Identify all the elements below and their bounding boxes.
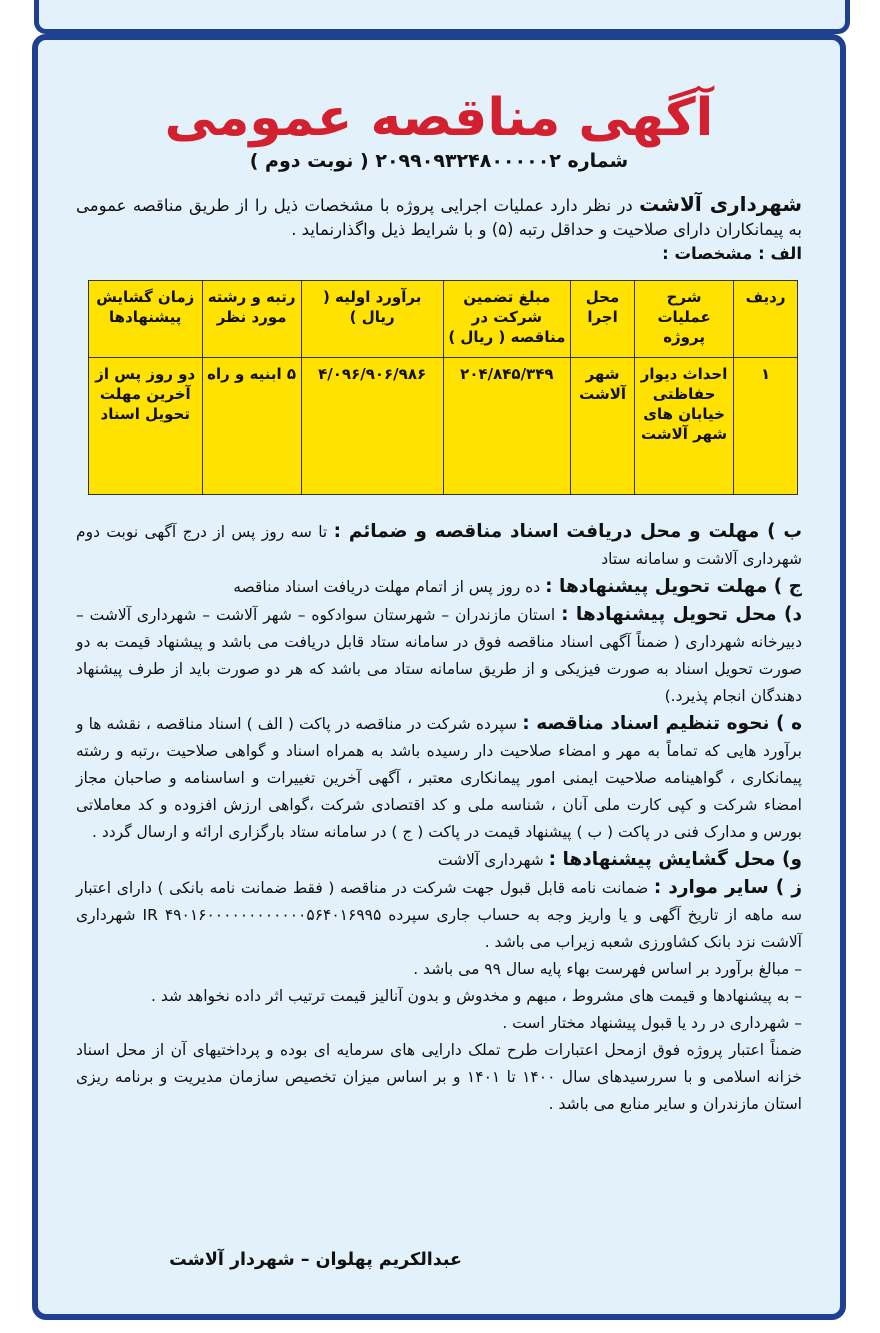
organization-name: شهرداری آلاشت (639, 192, 803, 216)
header-project-description: شرح عملیات پروژه (634, 281, 733, 358)
header-opening-time: زمان گشایش پیشنهادها (89, 281, 203, 358)
notice-frame (32, 34, 846, 1320)
section-c-heading: ج ) مهلت تحویل پیشنهادها : (545, 576, 802, 597)
spec-heading: الف : مشخصات : (662, 244, 802, 263)
bullet-item: – مبالغ برآورد بر اساس فهرست بهاء پایه سال ۹۹ می باشد . (413, 960, 802, 978)
intro-text: در نظر دارد عملیات اجرایی پروژه با مشخصات ذیل را از طریق مناقصه عمومی به پیمانکاران دارای صلاحیت و حداقل رتبه (۵) و با شرایط ذیل واگذارنماید . (76, 196, 802, 239)
table-header-row (89, 281, 798, 358)
cell-row-number: ۱ (734, 358, 798, 495)
intro-paragraph (76, 192, 802, 266)
section-b-heading: ب ) مهلت و محل دریافت اسناد مناقصه و ضمائم : (333, 521, 802, 542)
cell-location: شهر آلاشت (571, 358, 635, 495)
header-guarantee-amount: مبلغ تضمین شرکت در مناقصه ( ریال ) (443, 281, 571, 358)
cell-grade-field: ۵ ابنیه و راه (202, 358, 301, 495)
top-frame (34, 0, 850, 34)
notice-title: آگهی مناقصه عمومی (164, 88, 714, 148)
section-d (76, 601, 802, 710)
section-g-heading: ز ) سایر موارد : (653, 877, 802, 898)
bullet-item: – به پیشنهادها و قیمت های مشروط ، مبهم و مخدوش و بدون آنالیز قیمت ترتیب اثر داده نخواهد شد . (151, 987, 802, 1005)
section-f (76, 846, 802, 874)
section-f-text: شهرداری آلاشت (437, 851, 544, 869)
section-g (76, 874, 802, 956)
section-f-heading: و) محل گشایش پیشنهادها : (548, 849, 802, 870)
section-g-text: ضمانت نامه قابل قبول جهت شرکت در مناقصه ( فقط ضمانت نامه بانکی ) دارای اعتبار سه ماهه از تاریخ آگهی و یا واریز وجه به حساب جاری سپرده IR ۴۹۰۱۶۰۰۰۰۰۰۰۰۰۰۰۰۵۶۴۰۱۶۹۹۵ شهرداری آلاشت نزد بانک کشاورزی شعبه زیراب می باشد . (76, 879, 802, 951)
specs-table (88, 280, 798, 495)
header-location: محل اجرا (571, 281, 635, 358)
bullet-item: – شهرداری در رد یا قبول پیشنهاد مختار است . (502, 1014, 802, 1032)
section-e (76, 710, 802, 846)
section-e-heading: ه ) نحوه تنظیم اسناد مناقصه : (522, 713, 802, 734)
header-grade-field: رتبه و رشته مورد نظر (202, 281, 301, 358)
conditions-body (76, 518, 802, 1118)
header-row-number: ردیف (734, 281, 798, 358)
closing-paragraph: ضمناً اعتبار پروژه فوق ازمحل اعتبارات طرح تملک دارایی های سرمایه ای بوده و پرداختیهای آن از محل اسناد خزانه اسلامی و با سررسیدهای سال ۱۴۰۰ تا ۱۴۰۱ و بر اساس میزان تخصیص سازمان مدیریت و برنامه ریزی استان مازندران و سایر منابع می باشد . (76, 1041, 803, 1113)
section-c (76, 573, 802, 601)
tender-number: شماره ۲۰۹۹۰۹۳۲۴۸۰۰۰۰۰۲ ( نوبت دوم ) (249, 150, 629, 172)
section-b-text: تا سه روز پس از درج آگهی نوبت دوم شهرداری آلاشت و سامانه ستاد (76, 523, 802, 568)
cell-guarantee-amount: ۲۰۴/۸۴۵/۳۴۹ (443, 358, 571, 495)
cell-initial-estimate: ۴/۰۹۶/۹۰۶/۹۸۶ (301, 358, 443, 495)
section-c-text: ده روز پس از اتمام مهلت دریافت اسناد مناقصه (233, 578, 541, 596)
section-d-text: استان مازندران – شهرستان سوادکوه – شهر آلاشت – شهرداری آلاشت – دبیرخانه شهرداری ( ضمناً آگهی اسناد مناقصه فوق در سامانه ستاد قابل دریافت می باشد و پیشنهاد قیمت به دو صورت تحویل اسناد به صورت فیزیکی و از طریق سامانه ستاد می باشد که هر دو صورت باید از طرف پیشنهاد دهندگان انجام پذیرد.) (76, 606, 802, 705)
cell-opening-time: دو روز پس از آخرین مهلت تحویل اسناد (89, 358, 203, 495)
cell-project-description: احداث دیوار حفاظتی خیابان های شهر آلاشت (634, 358, 733, 495)
section-d-heading: د) محل تحویل پیشنهادها : (561, 604, 802, 625)
table-row (89, 358, 798, 495)
section-b (76, 518, 802, 573)
header-initial-estimate: برآورد اولیه ( ریال ) (301, 281, 443, 358)
signature: عبدالکریم پهلوان – شهردار آلاشت (169, 1250, 462, 1270)
section-e-text: سپرده شرکت در مناقصه در پاکت ( الف ) اسناد مناقصه ، نقشه ها و برآورد هایی که تماماً به مهر و امضاء صلاحیت دار رسیده باشد به همراه اسناد و گواهی صلاحیت ،رتبه و رشته پیمانکاری ، گواهینامه صلاحیت ایمنی امور پیمانکاری معتبر ، آگهی آخرین تغییرات و اساسنامه و صاحبان مجاز امضاء شرکت و کپی کارت ملی آنان ، شناسه ملی و کد اقتصادی شرکت ،گواهی ارزش افزوده و کد معاملاتی بورس و مدارک فنی در پاکت ( ب ) پیشنهاد قیمت در پاکت ( ج ) در سامانه ستاد بارگزاری ارائه و ارسال گردد . (76, 715, 802, 841)
